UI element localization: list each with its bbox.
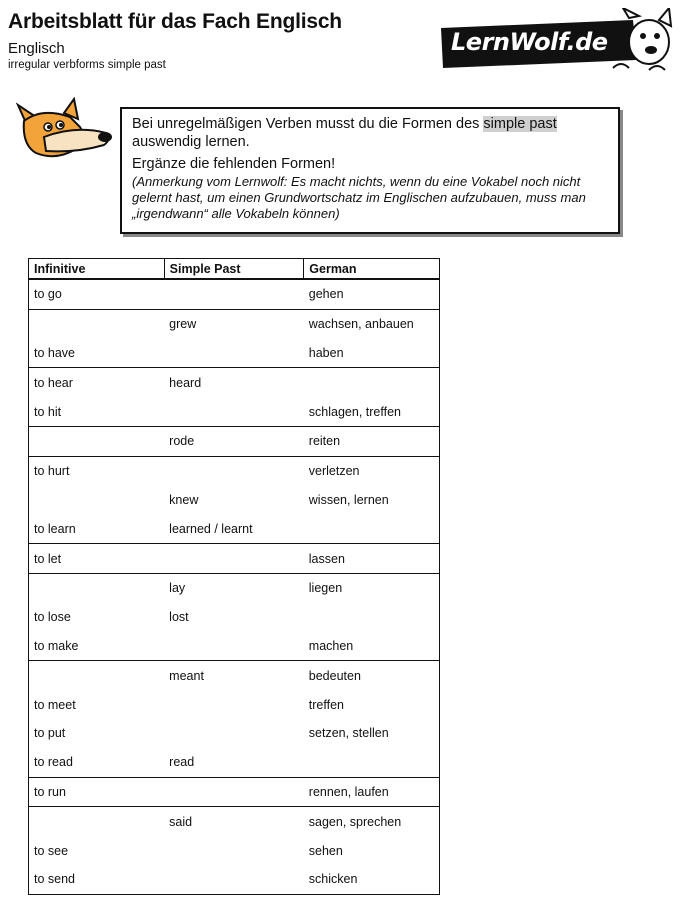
- table-row: [29, 690, 440, 719]
- verb-table: [28, 258, 440, 895]
- cell-german: gehen: [304, 279, 440, 309]
- cell-infinitive: to have: [29, 339, 165, 368]
- header-infinitive: Infinitive: [29, 259, 165, 280]
- cell-infinitive: to lose: [29, 603, 165, 632]
- cell-simple-past: meant: [169, 668, 204, 683]
- table-row: [29, 807, 440, 836]
- lernwolf-logo: [437, 8, 675, 78]
- topic-label: irregular verbforms simple past: [8, 59, 166, 71]
- cell-german: bedeuten: [304, 661, 440, 690]
- cell-simple-past: grew: [169, 317, 197, 332]
- table-row: [29, 632, 440, 661]
- table-row: [29, 573, 440, 602]
- cell-infinitive: [29, 661, 165, 690]
- table-row: [29, 719, 440, 748]
- cell-simple-past: [164, 397, 304, 426]
- cell-simple-past: [164, 339, 304, 368]
- cell-german: setzen, stellen: [304, 719, 440, 748]
- cell-infinitive: to go: [29, 279, 165, 309]
- cell-infinitive: to read: [29, 748, 165, 777]
- highlight-simple-past: simple past: [483, 116, 557, 132]
- cell-simple-past: [164, 456, 304, 485]
- cell-infinitive: [29, 807, 165, 836]
- cell-simple-past: [164, 632, 304, 661]
- cell-infinitive: [29, 573, 165, 602]
- cell-infinitive: to run: [29, 777, 165, 807]
- cell-infinitive: to hear: [29, 368, 165, 397]
- logo-text: LernWolf.de: [451, 28, 608, 56]
- cell-simple-past: lost: [169, 610, 189, 625]
- table-row: [29, 836, 440, 865]
- header-german: German: [304, 259, 440, 280]
- table-row: [29, 514, 440, 543]
- table-row: [29, 456, 440, 485]
- cell-simple-past: [164, 544, 304, 574]
- cell-german: sehen: [304, 836, 440, 865]
- cell-simple-past: [164, 865, 304, 894]
- table-row: [29, 777, 440, 807]
- cell-german: rennen, laufen: [304, 777, 440, 807]
- cell-simple-past: heard: [169, 375, 202, 390]
- table-row: [29, 426, 440, 456]
- cell-german: liegen: [304, 573, 440, 602]
- table-row: [29, 544, 440, 574]
- cell-german: lassen: [304, 544, 440, 574]
- cell-infinitive: to put: [29, 719, 165, 748]
- cell-infinitive: to meet: [29, 690, 165, 719]
- cell-infinitive: to see: [29, 836, 165, 865]
- cell-german: machen: [304, 632, 440, 661]
- instruction-text: [132, 115, 608, 151]
- cell-simple-past: [164, 777, 304, 807]
- instruction-part: auswendig lernen.: [132, 134, 250, 150]
- cell-german: wachsen, anbauen: [304, 309, 440, 338]
- wolf-mascot: [16, 97, 116, 167]
- table-row: [29, 748, 440, 777]
- note-text: (Anmerkung vom Lernwolf: Es macht nichts, wenn du eine Vokabel noch nicht gelernt hast, um einen Grundwortschatz im Englischen aufzubauen, muss man „irgendwann“ alle Vokabeln können): [132, 174, 586, 221]
- cell-infinitive: to hurt: [29, 456, 165, 485]
- subject-label: Englisch: [8, 40, 65, 57]
- cell-german: schicken: [304, 865, 440, 894]
- cell-german: [304, 603, 440, 632]
- cell-simple-past: said: [169, 814, 193, 829]
- cell-simple-past: [164, 719, 304, 748]
- cell-simple-past: read: [164, 748, 304, 777]
- table-row: [29, 368, 440, 397]
- cell-german: [304, 748, 440, 777]
- instruction-part: Bei unregelmäßigen Verben musst du die Formen des: [132, 116, 484, 132]
- wolf-head-icon: [16, 97, 116, 167]
- cell-infinitive: [29, 486, 165, 515]
- cell-simple-past: rode: [164, 426, 304, 456]
- table-row: [29, 339, 440, 368]
- task-text: Ergänze die fehlenden Formen!: [132, 156, 336, 172]
- cell-german: schlagen, treffen: [304, 397, 440, 426]
- cell-german: [304, 368, 440, 397]
- cell-german: verletzen: [304, 456, 440, 485]
- cell-german: reiten: [304, 426, 440, 456]
- cell-simple-past: knew: [169, 492, 199, 507]
- cell-simple-past: lay: [169, 581, 186, 596]
- cell-infinitive: to hit: [29, 397, 165, 426]
- cell-simple-past: [164, 279, 304, 309]
- table-header-row: [29, 259, 440, 280]
- table-row: [29, 661, 440, 690]
- table-row: [29, 279, 440, 309]
- cell-german: treffen: [304, 690, 440, 719]
- cell-simple-past: [164, 690, 304, 719]
- cell-german: [304, 514, 440, 543]
- cell-infinitive: to learn: [29, 514, 165, 543]
- table-row: [29, 865, 440, 894]
- cell-german: wissen, lernen: [304, 486, 440, 515]
- cell-infinitive: to send: [29, 865, 165, 894]
- table-row: [29, 397, 440, 426]
- instruction-box: [120, 107, 620, 234]
- cell-german: haben: [304, 339, 440, 368]
- cell-simple-past: learned / learnt: [164, 514, 304, 543]
- header-simple-past: Simple Past: [164, 259, 304, 280]
- cell-infinitive: [29, 309, 165, 338]
- table-row: [29, 309, 440, 338]
- cell-infinitive: to make: [29, 632, 165, 661]
- table-row: [29, 603, 440, 632]
- table-row: [29, 486, 440, 515]
- cell-simple-past: [164, 836, 304, 865]
- cell-infinitive: [29, 426, 165, 456]
- cell-infinitive: to let: [29, 544, 165, 574]
- cell-german: sagen, sprechen: [304, 807, 440, 836]
- page-title: Arbeitsblatt für das Fach Englisch: [8, 10, 342, 33]
